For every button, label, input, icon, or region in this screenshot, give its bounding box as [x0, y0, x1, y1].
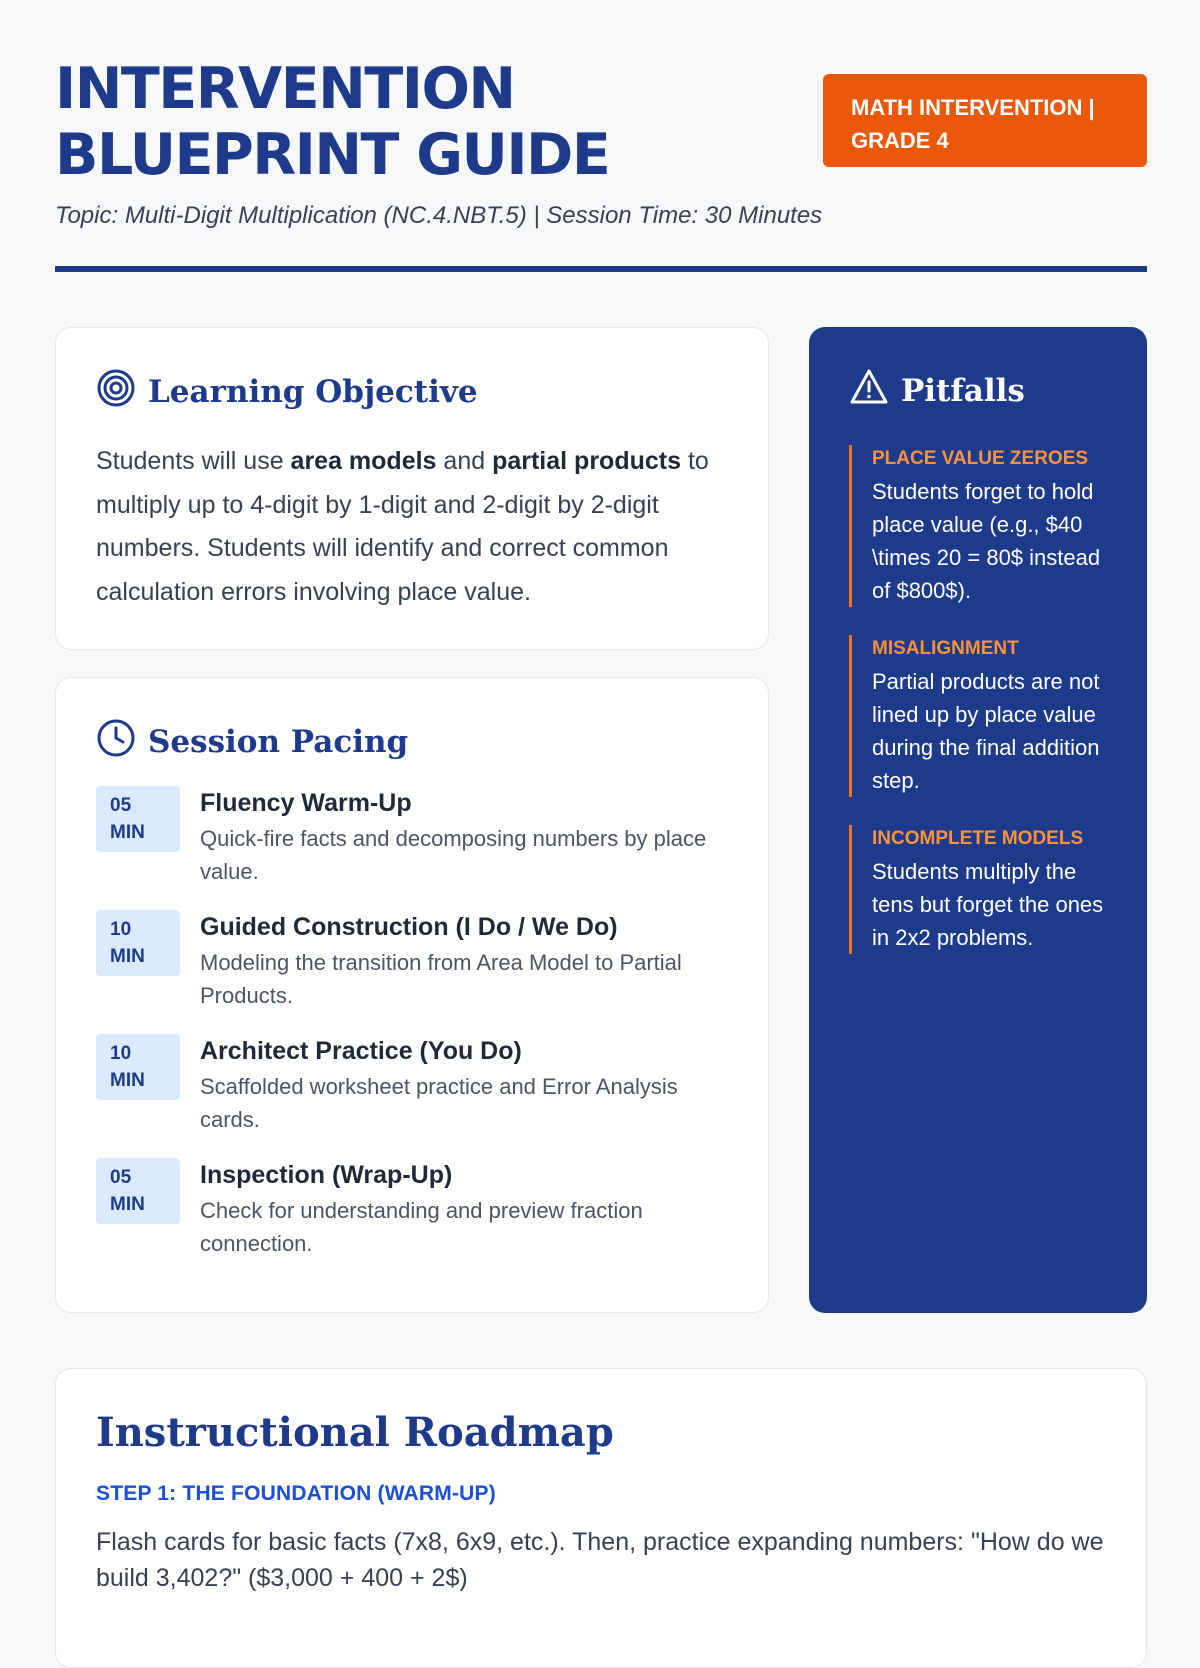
title-line-1: INTERVENTION: [55, 56, 515, 122]
objective-bold-term: partial products: [492, 447, 681, 475]
learning-objective-heading: [96, 368, 728, 416]
time-tag: [96, 910, 180, 976]
pitfall-text: Partial products are not lined up by place value during the final addition step.: [872, 669, 1100, 793]
time-tag: [96, 1158, 180, 1224]
step-1-heading: STEP 1: THE FOUNDATION (WARM-UP): [96, 1482, 496, 1505]
page: [55, 0, 1147, 1592]
time-unit: MIN: [110, 822, 145, 843]
pacing-item: [96, 1034, 728, 1136]
pacing-item-desc: Scaffolded worksheet practice and Error Analysis cards.: [200, 1074, 678, 1132]
pacing-item-desc: Check for understanding and preview fraction connection.: [200, 1198, 643, 1256]
session-pacing-heading: [96, 718, 728, 766]
objective-text-part: to multiply up to 4-digit by 1-digit and 2-digit by 2-digit numbers. Students will identify and correct common calculation errors involving place value.: [96, 447, 709, 606]
page-title: [55, 56, 775, 188]
pacing-list: [96, 786, 728, 1260]
pacing-body: [200, 910, 728, 1012]
pitfall-item: [849, 825, 1107, 954]
pitfalls-panel: [809, 327, 1147, 1313]
session-pacing-card: [55, 677, 769, 1313]
time-minutes: 05: [110, 795, 132, 816]
pitfalls-list: [849, 445, 1107, 954]
objective-text-part: Students will use: [96, 447, 291, 475]
time-minutes: 05: [110, 1167, 132, 1188]
time-tag: [96, 786, 180, 852]
objective-text-part: and: [436, 447, 493, 475]
pitfall-item: [849, 635, 1107, 797]
roadmap-title: Instructional Roadmap: [96, 1409, 614, 1456]
badge-line-2: GRADE 4: [851, 128, 949, 153]
learning-objective-text: [96, 440, 728, 614]
pacing-body: [200, 786, 728, 888]
pacing-item-desc: Modeling the transition from Area Model to Partial Products.: [200, 950, 682, 1008]
title-line-2: BLUEPRINT GUIDE: [55, 122, 610, 188]
objective-bold-term: area models: [290, 447, 437, 475]
pacing-item-desc: Quick-fire facts and decomposing numbers by place value.: [200, 826, 707, 884]
pitfalls-heading: [849, 367, 1107, 415]
pacing-item: [96, 910, 728, 1012]
pitfall-item: [849, 445, 1107, 607]
pacing-item: [96, 786, 728, 888]
pacing-item-title: Fluency Warm-Up: [200, 789, 412, 817]
pacing-body: [200, 1034, 728, 1136]
time-minutes: 10: [110, 919, 132, 940]
header: [55, 0, 1147, 275]
pitfall-heading: INCOMPLETE MODELS: [872, 828, 1084, 849]
pacing-item-title: Inspection (Wrap-Up): [200, 1161, 453, 1189]
pitfall-heading: MISALIGNMENT: [872, 638, 1019, 659]
pacing-body: [200, 1158, 728, 1260]
session-pacing-title: Session Pacing: [148, 724, 409, 760]
subtitle: Topic: Multi-Digit Multiplication (NC.4.NBT.5) | Session Time: 30 Minutes: [55, 202, 823, 229]
target-icon: [96, 368, 136, 416]
pacing-item-title: Guided Construction (I Do / We Do): [200, 913, 618, 941]
pitfalls-title: Pitfalls: [901, 373, 1025, 409]
header-divider: [55, 266, 1147, 272]
time-tag: [96, 1034, 180, 1100]
clock-icon: [96, 718, 136, 766]
time-unit: MIN: [110, 1070, 145, 1091]
time-minutes: 10: [110, 1043, 132, 1064]
pitfall-text: Students multiply the tens but forget the ones in 2x2 problems.: [872, 859, 1104, 950]
learning-objective-card: [55, 327, 769, 650]
step-1-text: Flash cards for basic facts (7x8, 6x9, etc.). Then, practice expanding numbers: "How do we build 3,402?" ($3,000 + 400 + 2$): [96, 1528, 1104, 1592]
pacing-item-title: Architect Practice (You Do): [200, 1037, 522, 1065]
pacing-item: [96, 1158, 728, 1260]
instructional-roadmap-card: [55, 1368, 1147, 1668]
badge-line-1: MATH INTERVENTION |: [851, 95, 1095, 120]
pitfall-heading: PLACE VALUE ZEROES: [872, 448, 1089, 469]
learning-objective-title: Learning Objective: [148, 374, 478, 410]
warning-triangle-icon: [849, 367, 889, 415]
grade-badge: [823, 74, 1147, 167]
time-unit: MIN: [110, 946, 145, 967]
time-unit: MIN: [110, 1194, 145, 1215]
pitfall-text: Students forget to hold place value (e.g., $40 \times 20 = 80$ instead of $800$).: [872, 479, 1101, 603]
